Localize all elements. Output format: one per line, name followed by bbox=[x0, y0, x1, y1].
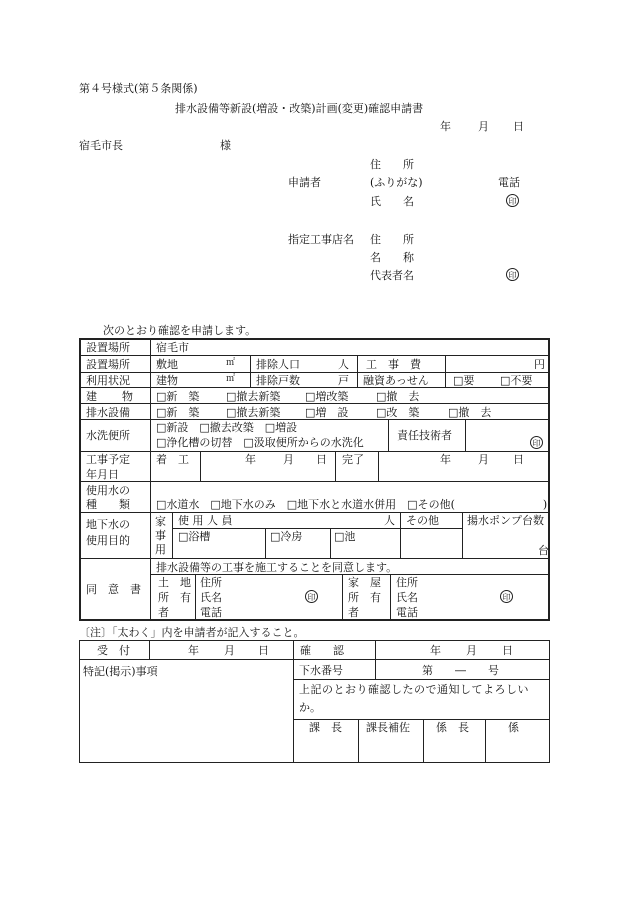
cost-label: 工 事 費 bbox=[366, 358, 421, 371]
engineer-seal-icon: 印 bbox=[530, 436, 543, 449]
lot-unit: ㎡ bbox=[226, 358, 236, 368]
land-owner-address: 住所 bbox=[200, 576, 222, 589]
start-label: 着 工 bbox=[156, 453, 189, 466]
start-year: 年 bbox=[245, 453, 256, 466]
drain-new-checkbox[interactable]: □新 築 bbox=[156, 406, 200, 419]
date-day-label: 日 bbox=[513, 120, 524, 133]
schedule-label-2: 年月日 bbox=[86, 468, 119, 481]
house-owner-address: 住所 bbox=[396, 576, 418, 589]
receipt-month: 月 bbox=[224, 644, 235, 657]
applicant-seal-icon: 印 bbox=[506, 194, 519, 207]
toilet-options-row2[interactable]: □浄化槽の切替 □汲取便所からの水洗化 bbox=[156, 436, 364, 449]
land-owner-phone: 電話 bbox=[200, 606, 222, 619]
applicant-label: 申請者 bbox=[288, 176, 321, 189]
drain-add-checkbox[interactable]: □増 設 bbox=[305, 406, 349, 419]
land-owner-label-2: 所 有 bbox=[158, 591, 191, 604]
location-label-2: 設置場所 bbox=[86, 358, 130, 371]
remarks-label: 特記(掲示)事項 bbox=[83, 665, 158, 678]
note-text: 〔注〕「太わく」内を申請者が記入すること。 bbox=[79, 626, 305, 639]
other-label: その他 bbox=[406, 514, 439, 527]
house-owner-seal-icon: 印 bbox=[500, 590, 513, 603]
start-month: 月 bbox=[283, 453, 294, 466]
applicant-address-label: 住 所 bbox=[370, 158, 414, 171]
water-type-options[interactable]: □水道水 □地下水のみ □地下水と水道水併用 □その他( ) bbox=[156, 498, 548, 511]
land-owner-name: 氏名 bbox=[200, 591, 222, 604]
stamp-staff: 係 bbox=[508, 721, 519, 734]
sewer-number-label: 下水番号 bbox=[299, 664, 343, 677]
schedule-label: 工事予定 bbox=[86, 453, 130, 466]
house-owner-name: 氏名 bbox=[396, 591, 418, 604]
water-label: 使用水の bbox=[86, 484, 130, 497]
date-month-label: 月 bbox=[478, 120, 489, 133]
end-month: 月 bbox=[478, 453, 489, 466]
groundwater-label: 地下水の bbox=[86, 518, 130, 531]
loan-noneed-checkbox[interactable]: □不要 bbox=[500, 374, 533, 387]
confirm-label: 確 認 bbox=[300, 644, 344, 657]
bld-extend-checkbox[interactable]: □増改築 bbox=[305, 390, 349, 403]
sewer-number-value: 第 ― 号 bbox=[422, 664, 499, 677]
end-label: 完了 bbox=[342, 453, 364, 466]
end-day: 日 bbox=[513, 453, 524, 466]
house-owner-label-1: 家 屋 bbox=[348, 576, 381, 589]
land-owner-label-3: 者 bbox=[158, 606, 169, 619]
stamp-unit-chief: 係 長 bbox=[436, 721, 469, 734]
users-label: 使 用 人 員 bbox=[178, 514, 233, 527]
approval-text-2: か。 bbox=[299, 701, 321, 714]
intro-text: 次のとおり確認を申請します。 bbox=[103, 324, 257, 337]
cost-input[interactable] bbox=[151, 356, 539, 371]
drain-label: 排水設備 bbox=[86, 406, 130, 419]
water-label-2: 種 類 bbox=[86, 498, 130, 511]
consent-label: 同 意 書 bbox=[86, 583, 141, 596]
end-year: 年 bbox=[440, 453, 451, 466]
house-owner-phone: 電話 bbox=[396, 606, 418, 619]
land-owner-seal-icon: 印 bbox=[305, 590, 318, 603]
applicant-name-label: 氏 名 bbox=[370, 195, 414, 208]
start-day: 日 bbox=[316, 453, 327, 466]
population-label: 排除人口 bbox=[256, 358, 300, 371]
usage-label: 利用状況 bbox=[86, 374, 130, 387]
receipt-label: 受 付 bbox=[97, 644, 130, 657]
engineer-label: 責任技術者 bbox=[397, 429, 452, 442]
land-owner-label-1: 土 地 bbox=[158, 576, 191, 589]
contractor-company-label: 名 称 bbox=[370, 251, 414, 264]
consent-text: 排水設備等の工事を施工することを同意します。 bbox=[156, 561, 398, 574]
pump-label: 揚水ポンプ台数 bbox=[467, 514, 544, 527]
toilet-label: 水洗便所 bbox=[86, 429, 130, 442]
house-owner-label-2: 所 有 bbox=[348, 591, 381, 604]
date-year-label: 年 bbox=[440, 120, 451, 133]
bld-rebuild-checkbox[interactable]: □撤去新築 bbox=[226, 390, 281, 403]
contractor-address-label: 住 所 bbox=[370, 233, 414, 246]
form-title: 排水設備等新設(増設・改築)計画(変更)確認申請書 bbox=[175, 102, 424, 115]
household-char-1: 家 bbox=[155, 515, 166, 528]
loan-need-checkbox[interactable]: □要 bbox=[453, 374, 475, 387]
lot-label: 敷地 bbox=[156, 358, 178, 371]
location-value: 宿毛市 bbox=[156, 341, 189, 354]
households-unit: 戸 bbox=[338, 374, 349, 387]
drain-rebuild-checkbox[interactable]: □撤去新築 bbox=[226, 406, 281, 419]
house-owner-label-3: 者 bbox=[348, 606, 359, 619]
contractor-seal-icon: 印 bbox=[506, 268, 519, 281]
bld-new-checkbox[interactable]: □新 築 bbox=[156, 390, 200, 403]
location-label: 設置場所 bbox=[86, 341, 130, 354]
bld-remove-checkbox[interactable]: □撤 去 bbox=[376, 390, 420, 403]
form-number: 第４号様式(第５条関係) bbox=[79, 82, 198, 95]
confirm-day: 日 bbox=[502, 644, 513, 657]
confirm-month: 月 bbox=[466, 644, 477, 657]
loan-label: 融資あっせん bbox=[363, 374, 429, 387]
groundwater-label-2: 使用目的 bbox=[86, 534, 130, 547]
toilet-options-row1[interactable]: □新設 □撤去改築 □増設 bbox=[156, 421, 298, 434]
building-label: 建物 bbox=[156, 374, 178, 387]
contractor-label: 指定工事店名 bbox=[288, 233, 354, 246]
households-label: 排除戸数 bbox=[256, 374, 300, 387]
building-type-label: 建 物 bbox=[86, 390, 134, 403]
applicant-furigana-label: (ふりがな) bbox=[370, 176, 423, 189]
approval-text-1: 上記のとおり確認したので通知してよろしい bbox=[299, 683, 529, 696]
population-unit: 人 bbox=[338, 358, 349, 371]
receipt-year: 年 bbox=[188, 644, 199, 657]
pump-unit: 台 bbox=[538, 544, 549, 557]
drain-renovate-checkbox[interactable]: □改 築 bbox=[376, 406, 420, 419]
cost-unit: 円 bbox=[534, 358, 545, 371]
stamp-section-chief: 課 長 bbox=[309, 721, 342, 734]
users-unit: 人 bbox=[384, 514, 395, 527]
drain-remove-checkbox[interactable]: □撤 去 bbox=[448, 406, 492, 419]
applicant-phone-label: 電話 bbox=[498, 176, 520, 189]
confirm-year: 年 bbox=[430, 644, 441, 657]
pond-checkbox[interactable]: □池 bbox=[334, 530, 356, 543]
household-char-2: 事 bbox=[155, 529, 166, 542]
contractor-representative-label: 代表者名 bbox=[370, 269, 414, 282]
addressee: 宿毛市長 bbox=[79, 139, 123, 152]
household-char-3: 用 bbox=[155, 543, 166, 556]
building-unit: ㎡ bbox=[226, 374, 236, 384]
honorific: 様 bbox=[220, 139, 231, 152]
bath-checkbox[interactable]: □浴槽 bbox=[178, 530, 211, 543]
cooling-checkbox[interactable]: □冷房 bbox=[270, 530, 303, 543]
stamp-deputy-chief: 課長補佐 bbox=[366, 721, 410, 734]
receipt-day: 日 bbox=[258, 644, 269, 657]
